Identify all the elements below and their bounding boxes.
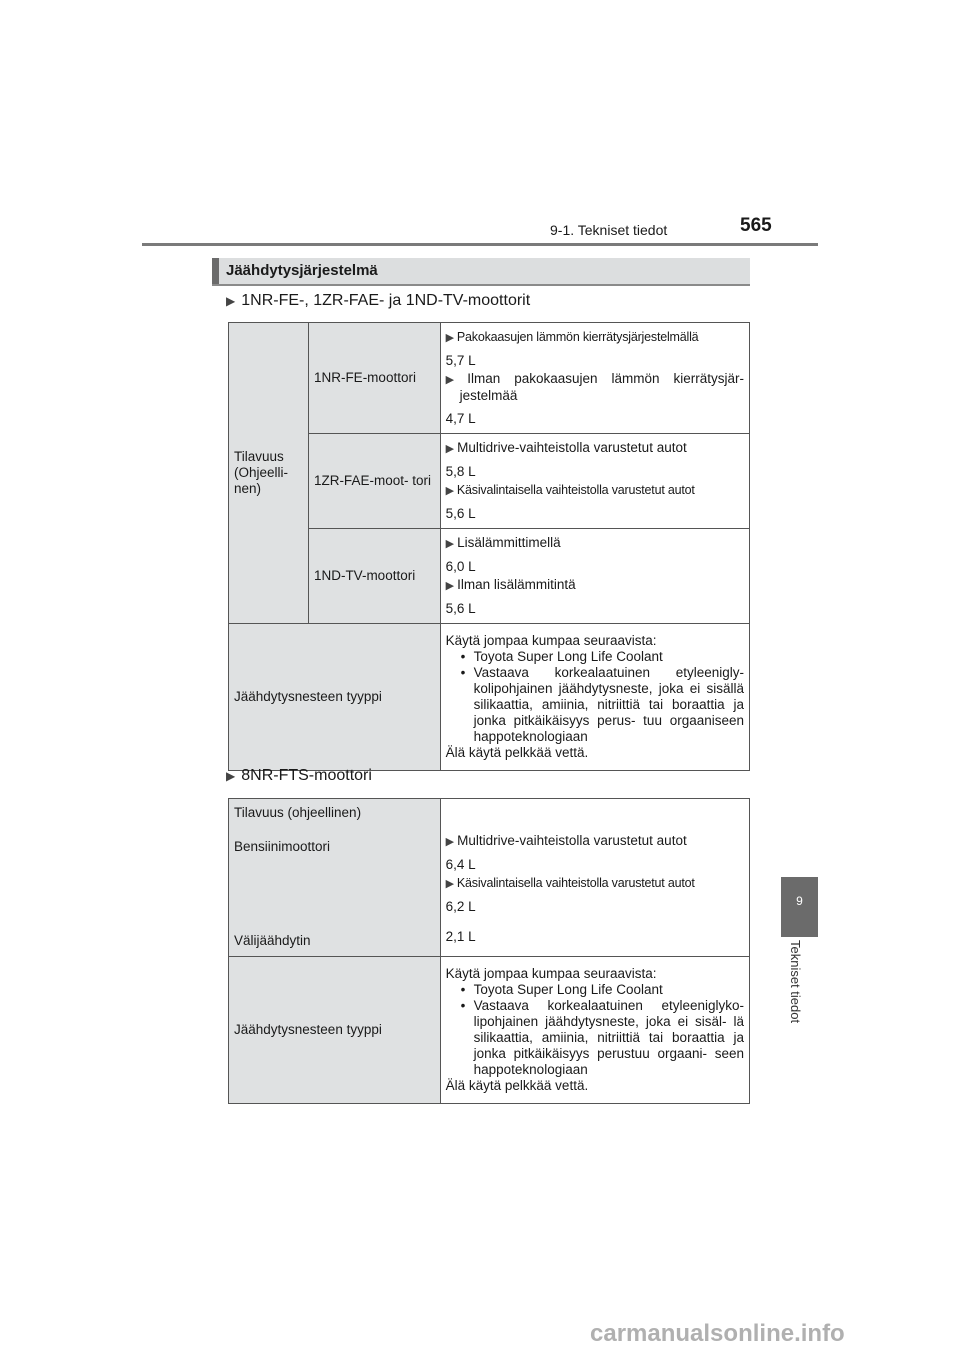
- option-text: Ilman pakokaasujen lämmön kierrätysjär- jestelmää: [459, 371, 744, 403]
- triangle-right-icon: ▶: [445, 332, 454, 344]
- block1-heading-text: 1NR-FE-, 1ZR-FAE- ja 1ND-TV-moottorit: [241, 292, 531, 309]
- chapter-tab: 9: [781, 877, 818, 937]
- coolant-intro: Käytä jompaa kumpaa seuraavista:: [445, 966, 657, 981]
- capacity-cell: [229, 799, 441, 957]
- option-text: Lisälämmittimellä: [457, 535, 561, 550]
- coolant-label: Jäähdytysnesteen tyyppi: [229, 624, 441, 771]
- list-item: • Vastaava korkealaatuinen etyleenigly- kolipohjainen jäähdytysneste, joka ei sisällä silikaattia, amiinia, nitriittiä tai boraattia ja jonka pitkäikäisyys perus- tuu orgaaniseen happoteknologiaan: [474, 665, 744, 745]
- triangle-right-icon: ▶: [445, 538, 455, 550]
- triangle-right-icon: ▶: [445, 580, 455, 592]
- table-1nr-1zr-1nd: [228, 322, 750, 771]
- list-item: • Vastaava korkealaatuinen etyleeniglyko- lipohjainen jäähdytysneste, joka ei sisäl- lä silikaattia, amiinia, nitriittiä tai boraattia ja jonka pitkäikäisyys perustuu orgaani- seen happoteknologiaan: [474, 998, 744, 1078]
- triangle-right-icon: ▶: [445, 836, 455, 848]
- coolant-description: [440, 624, 749, 771]
- engine-values: [440, 529, 749, 624]
- triangle-right-icon: ▶: [445, 878, 454, 890]
- section-title: Jäähdytysjärjestelmä: [226, 262, 378, 279]
- option-text: Multidrive-vaihteistolla varustetut autot: [457, 440, 687, 455]
- watermark: carmanualsonline.info: [590, 1320, 845, 1347]
- option-value: 6,0 L: [445, 559, 476, 574]
- table-row: [229, 799, 750, 957]
- chapter-label-container: [780, 940, 818, 1050]
- coolant-list: [446, 649, 744, 745]
- option-value: 5,6 L: [445, 506, 476, 521]
- capacity-values: [440, 799, 749, 957]
- option-text: Pakokaasujen lämmön kierrätysjärjestelmällä: [456, 330, 699, 344]
- table-row: [229, 624, 750, 771]
- coolant-description: [440, 957, 749, 1104]
- coolant-label: Jäähdytysnesteen tyyppi: [229, 957, 441, 1104]
- engine-name: 1ZR-FAE-moot- tori: [308, 434, 440, 529]
- chapter-label: Tekniset tiedot: [788, 940, 803, 1024]
- triangle-right-icon: ▶: [445, 485, 454, 497]
- page-number: 565: [740, 215, 772, 236]
- coolant-note: Älä käytä pelkkää vettä.: [445, 745, 589, 760]
- table-row: [229, 957, 750, 1104]
- option-value: 6,2 L: [445, 899, 476, 914]
- petrol-label: Bensiinimoottori: [234, 839, 331, 854]
- engine-name: 1ND-TV-moottori: [308, 529, 440, 624]
- triangle-right-icon: ▶: [445, 443, 455, 455]
- table-row: [229, 323, 750, 434]
- list-item: • Toyota Super Long Life Coolant: [474, 649, 744, 665]
- triangle-right-icon: ▶: [226, 294, 236, 308]
- option-value: 5,8 L: [445, 464, 476, 479]
- header-rule: [142, 243, 818, 246]
- capacity-label: Tilavuus (ohjeellinen): [234, 805, 362, 820]
- coolant-list: [446, 982, 744, 1078]
- option-text: Ilman lisälämmitintä: [457, 577, 576, 592]
- block1-heading: [226, 292, 530, 310]
- block2-heading-text: 8NR-FTS-moottori: [241, 767, 372, 784]
- coolant-intro: Käytä jompaa kumpaa seuraavista:: [445, 633, 657, 648]
- option-text: Käsivalintaisella vaihteistolla varustetut autot: [456, 876, 695, 890]
- block2-heading: [226, 767, 372, 785]
- engine-name: 1NR-FE-moottori: [308, 323, 440, 434]
- option-text: Käsivalintaisella vaihteistolla varustetut autot: [456, 483, 695, 497]
- coolant-note: Älä käytä pelkkää vettä.: [445, 1078, 589, 1093]
- table-8nr-fts: [228, 798, 750, 1104]
- option-text: Multidrive-vaihteistolla varustetut autot: [457, 833, 687, 848]
- list-item: • Toyota Super Long Life Coolant: [474, 982, 744, 998]
- triangle-right-icon: ▶: [445, 374, 465, 386]
- header-section: 9-1. Tekniset tiedot: [550, 222, 668, 238]
- option-value: 5,7 L: [445, 353, 476, 368]
- engine-values: [440, 323, 749, 434]
- capacity-label: Tilavuus (Ohjeelli- nen): [229, 323, 309, 624]
- option-value: 4,7 L: [445, 411, 476, 426]
- option-value: 5,6 L: [445, 601, 476, 616]
- option-value: 6,4 L: [445, 857, 476, 872]
- intercooler-label: Välijäähdytin: [234, 933, 311, 948]
- engine-values: [440, 434, 749, 529]
- section-title-bar: [212, 258, 750, 286]
- triangle-right-icon: ▶: [226, 769, 236, 783]
- intercooler-value: 2,1 L: [445, 929, 476, 944]
